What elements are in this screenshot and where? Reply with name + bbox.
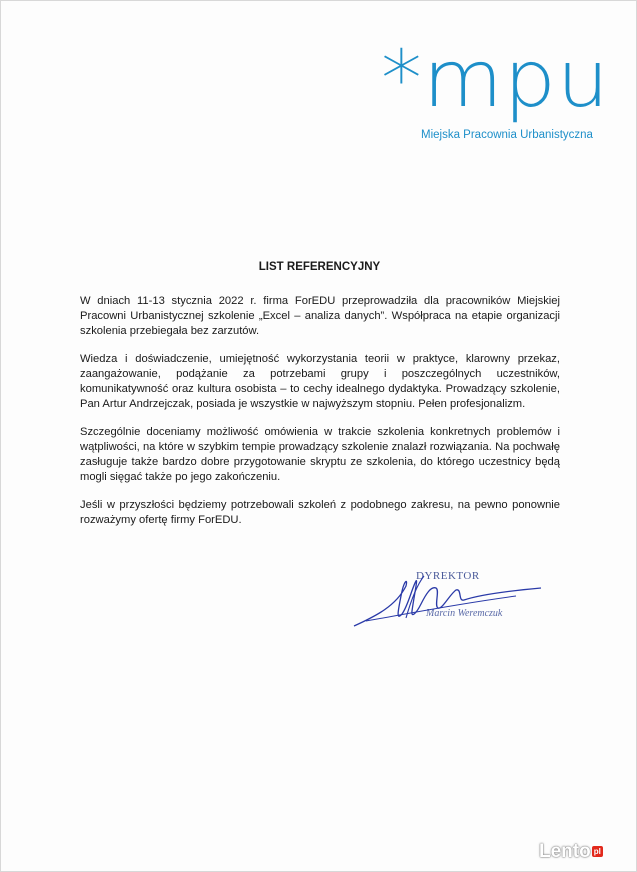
signature-stamp [346,566,546,636]
letter-heading: LIST REFERENCYJNY [258,261,381,273]
logo-subtitle: Miejska Pracownia Urbanistyczna [421,129,593,141]
paragraph: Szczególnie doceniamy możliwość omówienia w trakcie szkolenia konkretnych problemów i wątpliwości, na które w szybkim tempie prowadzący szkolenie znalazł rozwiązania. Na pochwałę zasługuje także bardzo dobre przygotowanie skryptu ze szkolenia, do którego uczestnicy będą mogli sięgać także po jego zakończeniu. [80,426,560,483]
paragraph: Wiedza i doświadczenie, umiejętność wykorzystania teorii w praktyce, klarowny przekaz, zaangażowanie, podążanie za potrzebami grupy i poszczególnych uczestników, komunikatywność oraz kultura osobista – to cechy idealnego dydaktyka. Prowadzący szkolenie, Pan Artur Andrzejczak, posiada je wszystkie w najwyższym stopniu. Pełen profesjonalizm. [80,353,560,410]
paragraph: W dniach 11-13 stycznia 2022 r. firma ForEDU przeprowadziła dla pracowników Miejskiej Pracowni Urbanistycznej szkolenie „Excel – analiza danych”. Współpraca na etapie organizacji szkolenia przebiegała bez zarzutów. [80,295,560,337]
lento-watermark [539,841,603,863]
logo-mark: *mpu [381,35,610,125]
mpu-logo [381,35,610,151]
watermark-suffix: pl [593,847,601,857]
letter-body [80,294,560,541]
stamp-title: DYREKTOR [416,570,480,582]
watermark-text: Lento [539,841,591,862]
paragraph: Jeśli w przyszłości będziemy potrzebowali szkoleń z podobnego zakresu, na pewno ponownie rozważymy ofertę firmy ForEDU. [80,499,560,526]
handwritten-signature [346,566,546,636]
stamp-name: Marcin Weremczuk [426,608,503,619]
